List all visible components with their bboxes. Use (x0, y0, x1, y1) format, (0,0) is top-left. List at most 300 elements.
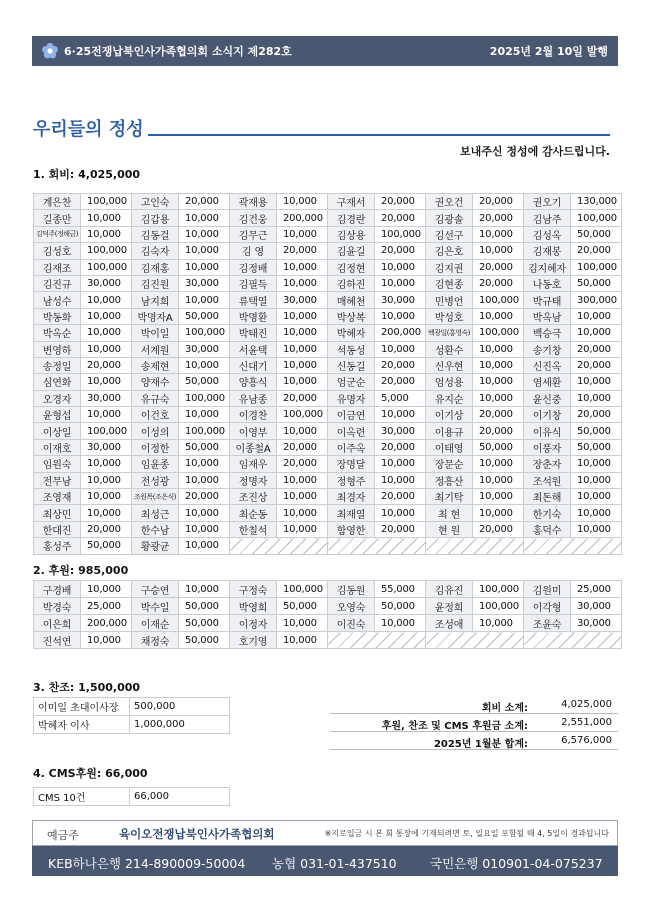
donor-name: 유명자 (328, 390, 375, 406)
empty-cell (524, 632, 622, 649)
donor-name: 고인숙 (132, 194, 179, 210)
donor-name: 조진상 (230, 489, 277, 505)
table-row (34, 390, 622, 406)
donor-amount: 20,000 (571, 243, 622, 259)
table-row (34, 615, 622, 632)
donor-amount: 50,000 (179, 598, 230, 615)
donor-amount: 50,000 (81, 538, 132, 554)
donor-amount: 50,000 (571, 275, 622, 291)
donor-name: 김정현 (328, 259, 375, 275)
donor-name: 양재수 (132, 374, 179, 390)
summary-row (330, 732, 618, 750)
donor-name: 장문순 (426, 456, 473, 472)
donor-name: 심연화 (34, 374, 81, 390)
summary-label: 회비 소계: (481, 703, 528, 714)
donor-name: 김동원 (328, 581, 375, 598)
donor-amount: 10,000 (473, 243, 524, 259)
donor-amount: 30,000 (571, 615, 622, 632)
donor-name: 김현종 (426, 275, 473, 291)
account-holder-label: 예금주 (47, 829, 79, 842)
donor-name: 조석원 (524, 472, 571, 488)
donor-name: 이정자 (230, 615, 277, 632)
donor-name: 신동길 (328, 357, 375, 373)
summary-row (330, 714, 618, 732)
donor-amount: 20,000 (473, 521, 524, 537)
membership-heading: 1. 회비: 4,025,000 (33, 168, 141, 181)
donor-name: 최돈해 (524, 489, 571, 505)
sponsorship-table (33, 580, 622, 649)
donor-amount: 10,000 (81, 292, 132, 308)
section-title: 우리들의 정성 (33, 119, 144, 140)
donor-amount: 10,000 (179, 226, 230, 242)
donor-name: 서윤택 (230, 341, 277, 357)
donor-amount: 10,000 (375, 259, 426, 275)
donor-name: 이성의 (132, 423, 179, 439)
donor-name: 매혜천 (328, 292, 375, 308)
donor-name: 김선구 (426, 226, 473, 242)
summary-value: 2,551,000 (561, 717, 612, 728)
empty-cell (426, 538, 524, 554)
donor-amount: 10,000 (375, 505, 426, 521)
donor-amount: 100,000 (473, 292, 524, 308)
empty-cell (328, 632, 426, 649)
donor-amount: 10,000 (179, 472, 230, 488)
donor-amount: 10,000 (277, 505, 328, 521)
donor-name: 김남주 (524, 210, 571, 226)
donor-amount: 10,000 (571, 325, 622, 341)
donor-name: 이상일 (34, 423, 81, 439)
donor-name: 구재서 (328, 194, 375, 210)
bank-account: 국민은행 010901-04-075237 (430, 856, 603, 871)
donor-name: 양흥식 (230, 374, 277, 390)
table-row (34, 489, 622, 505)
table-row (34, 505, 622, 521)
donor-name: 서계원 (132, 341, 179, 357)
table-row (34, 716, 230, 734)
donor-name: 조원목(조은식) (132, 489, 179, 505)
donor-amount: 10,000 (375, 472, 426, 488)
empty-cell (524, 538, 622, 554)
table-row (34, 423, 622, 439)
donor-amount: 10,000 (179, 538, 230, 554)
donor-amount: 10,000 (571, 308, 622, 324)
donor-amount: 10,000 (81, 632, 132, 649)
donor-amount: 10,000 (571, 489, 622, 505)
donor-amount: 10,000 (375, 407, 426, 423)
table-row (34, 341, 622, 357)
donor-amount: 20,000 (81, 357, 132, 373)
donor-name: 박규태 (524, 292, 571, 308)
donor-amount: 55,000 (375, 581, 426, 598)
summary-box (330, 696, 618, 750)
donor-name: 홍덕수 (524, 521, 571, 537)
donor-amount: 20,000 (375, 521, 426, 537)
table-row (34, 259, 622, 275)
donor-name: 진석연 (34, 632, 81, 649)
donor-name: 이은희 (34, 615, 81, 632)
donor-name: 김진원 (132, 275, 179, 291)
donor-name: 신대기 (230, 357, 277, 373)
donor-amount: 10,000 (277, 632, 328, 649)
donor-amount: 10,000 (277, 357, 328, 373)
donor-name: 성환수 (426, 341, 473, 357)
contributor-name: CMS 10건 (34, 788, 130, 806)
summary-row (330, 696, 618, 714)
donor-name: 류택열 (230, 292, 277, 308)
donor-name: 김윤길 (328, 243, 375, 259)
empty-cell (426, 632, 524, 649)
donor-amount: 100,000 (375, 226, 426, 242)
donor-name: 박명환 (230, 308, 277, 324)
summary-label: 후원, 찬조 및 CMS 후원금 소계: (381, 721, 528, 732)
donor-amount: 20,000 (375, 439, 426, 455)
donor-amount: 10,000 (277, 308, 328, 324)
donor-name: 김정배 (230, 259, 277, 275)
donor-name: 이용규 (426, 423, 473, 439)
table-row (34, 581, 622, 598)
donor-amount: 25,000 (81, 598, 132, 615)
donor-name: 이옥련 (328, 423, 375, 439)
donor-amount: 20,000 (473, 407, 524, 423)
donor-name: 석동성 (328, 341, 375, 357)
donor-amount: 10,000 (277, 259, 328, 275)
donor-name: 나동호 (524, 275, 571, 291)
donor-amount: 300,000 (571, 292, 622, 308)
donor-name: 오경자 (34, 390, 81, 406)
donor-amount: 10,000 (571, 472, 622, 488)
donor-name: 박수일 (132, 598, 179, 615)
donor-name: 김재홍 (132, 259, 179, 275)
table-row (34, 698, 230, 716)
newsletter-title: 6·25전쟁납북인사가족협의회 소식지 제282호 (64, 45, 292, 58)
donor-amount: 20,000 (375, 194, 426, 210)
thanks-note: 보내주신 정성에 감사드립니다. (460, 145, 610, 158)
donor-name: 한기숙 (524, 505, 571, 521)
donor-amount: 10,000 (571, 390, 622, 406)
donor-name: 박명자A (132, 308, 179, 324)
donor-name: 함영한 (328, 521, 375, 537)
donor-name: 한수남 (132, 521, 179, 537)
donor-name: 정흥산 (426, 472, 473, 488)
donor-name: 최성근 (132, 505, 179, 521)
donor-amount: 20,000 (473, 275, 524, 291)
donor-name: 최경자 (328, 489, 375, 505)
donor-name: 김유진 (426, 581, 473, 598)
donor-amount: 25,000 (571, 581, 622, 598)
table-row (34, 374, 622, 390)
donor-name: 최재열 (328, 505, 375, 521)
donor-amount: 10,000 (81, 374, 132, 390)
donor-name: 김진규 (34, 275, 81, 291)
donor-amount: 10,000 (179, 456, 230, 472)
donor-amount: 100,000 (81, 259, 132, 275)
title-rule (148, 134, 610, 136)
contributor-amount: 500,000 (130, 698, 230, 716)
donor-name: 김재봉 (524, 243, 571, 259)
donor-name: 김필득 (230, 275, 277, 291)
donor-name: 정형주 (328, 472, 375, 488)
table-row (34, 598, 622, 615)
table-row (34, 456, 622, 472)
donor-name: 윤신중 (524, 390, 571, 406)
table-row (34, 243, 622, 259)
donor-name: 전무남 (34, 472, 81, 488)
donor-amount: 30,000 (375, 292, 426, 308)
bank-account: KEB하나은행 214-890009-50004 (48, 856, 246, 871)
donor-amount: 10,000 (81, 472, 132, 488)
donor-name: 백승극 (524, 325, 571, 341)
donor-amount: 10,000 (375, 275, 426, 291)
donor-amount: 20,000 (375, 210, 426, 226)
donor-amount: 10,000 (81, 341, 132, 357)
donor-name: 길종만 (34, 210, 81, 226)
donor-amount: 10,000 (179, 292, 230, 308)
donor-name: 박옥순 (34, 325, 81, 341)
donor-name: 박옥남 (524, 308, 571, 324)
donor-amount: 100,000 (179, 423, 230, 439)
donor-name: 임재우 (230, 456, 277, 472)
donor-name: 최상민 (34, 505, 81, 521)
donor-amount: 100,000 (277, 581, 328, 598)
donor-amount: 100,000 (179, 325, 230, 341)
donor-name: 이각형 (524, 598, 571, 615)
table-row (34, 407, 622, 423)
donor-amount: 30,000 (179, 341, 230, 357)
donor-amount: 100,000 (179, 390, 230, 406)
donor-amount: 10,000 (473, 505, 524, 521)
donor-amount: 10,000 (277, 194, 328, 210)
donor-name: 김광솔 (426, 210, 473, 226)
donor-name: 유규숙 (132, 390, 179, 406)
donor-name: 박혜자 (328, 325, 375, 341)
donor-name: 엄군순 (328, 374, 375, 390)
table-row (34, 632, 622, 649)
donor-name: 김건웅 (230, 210, 277, 226)
donor-amount: 5,000 (375, 390, 426, 406)
empty-cell (328, 538, 426, 554)
donor-amount: 10,000 (81, 325, 132, 341)
donor-amount: 100,000 (277, 407, 328, 423)
donor-name: 유남종 (230, 390, 277, 406)
support-heading: 3. 찬조: 1,500,000 (33, 681, 141, 694)
donor-amount: 30,000 (81, 439, 132, 455)
donor-amount: 10,000 (473, 615, 524, 632)
donor-amount: 10,000 (179, 357, 230, 373)
donor-name: 최 현 (426, 505, 473, 521)
donor-amount: 50,000 (179, 615, 230, 632)
donor-amount: 50,000 (179, 632, 230, 649)
donor-amount: 10,000 (571, 505, 622, 521)
donor-amount: 100,000 (81, 243, 132, 259)
donor-name: 남지희 (132, 292, 179, 308)
donor-name: 김재조 (34, 259, 81, 275)
donor-amount: 10,000 (179, 407, 230, 423)
contributor-name: 박혜자 이사 (34, 716, 130, 734)
donor-amount: 10,000 (277, 325, 328, 341)
giro-note: ※지로입금 시 본 회 통장에 기재되려면 토, 일요일 포함될 때 4, 5일이 경과됩니다 (324, 829, 609, 838)
donor-amount: 10,000 (277, 615, 328, 632)
donor-name: 김지혜자 (524, 259, 571, 275)
donor-name: 박성호 (426, 308, 473, 324)
donor-amount: 50,000 (179, 374, 230, 390)
donor-amount: 20,000 (375, 489, 426, 505)
donor-amount: 20,000 (277, 243, 328, 259)
donor-name: 김무근 (230, 226, 277, 242)
donor-amount: 10,000 (375, 615, 426, 632)
donor-amount: 100,000 (571, 210, 622, 226)
donor-amount: 30,000 (179, 275, 230, 291)
donor-name: 이금연 (328, 407, 375, 423)
donor-amount: 10,000 (179, 505, 230, 521)
donor-amount: 20,000 (375, 243, 426, 259)
donor-name: 조영재 (34, 489, 81, 505)
donor-name: 채정숙 (132, 632, 179, 649)
contributor-amount: 66,000 (130, 788, 230, 806)
donor-amount: 20,000 (277, 439, 328, 455)
donor-amount: 100,000 (571, 259, 622, 275)
donor-name: 박영희 (230, 598, 277, 615)
donor-amount: 10,000 (81, 308, 132, 324)
donor-amount: 20,000 (571, 407, 622, 423)
donor-name: 이재호 (34, 439, 81, 455)
donor-name: 이유식 (524, 423, 571, 439)
cms-table (33, 787, 230, 806)
donor-amount: 10,000 (473, 308, 524, 324)
donor-amount: 10,000 (277, 275, 328, 291)
donor-amount: 30,000 (81, 390, 132, 406)
donor-name: 전성광 (132, 472, 179, 488)
donor-name: 호기영 (230, 632, 277, 649)
donor-amount: 10,000 (81, 226, 132, 242)
donor-amount: 50,000 (277, 598, 328, 615)
donor-name: 이정한 (132, 439, 179, 455)
donor-name: 한칠석 (230, 521, 277, 537)
donor-name: 유지순 (426, 390, 473, 406)
donor-name: 김원미 (524, 581, 571, 598)
donor-amount: 10,000 (277, 374, 328, 390)
donor-name: 변영하 (34, 341, 81, 357)
account-holder-name: 육이오전쟁납북인사가족협의회 (119, 827, 275, 841)
donor-amount: 10,000 (375, 308, 426, 324)
donor-amount: 10,000 (473, 489, 524, 505)
donor-name: 홍성주 (34, 538, 81, 554)
donor-name: 김덕주(정해금) (34, 226, 81, 242)
donor-amount: 10,000 (277, 521, 328, 537)
donor-name: 염세환 (524, 374, 571, 390)
donor-amount: 50,000 (571, 423, 622, 439)
donor-amount: 10,000 (473, 226, 524, 242)
donor-name: 김하진 (328, 275, 375, 291)
donor-amount: 10,000 (81, 407, 132, 423)
donor-amount: 50,000 (571, 439, 622, 455)
donor-amount: 10,000 (277, 226, 328, 242)
donor-amount: 50,000 (571, 226, 622, 242)
support-table (33, 697, 230, 734)
donor-name: 권오건 (426, 194, 473, 210)
donor-amount: 50,000 (375, 598, 426, 615)
donor-amount: 10,000 (473, 472, 524, 488)
donor-amount: 10,000 (375, 456, 426, 472)
summary-value: 6,576,000 (561, 735, 612, 746)
donor-name: 김경란 (328, 210, 375, 226)
donor-amount: 130,000 (571, 194, 622, 210)
donor-amount: 20,000 (277, 390, 328, 406)
donor-amount: 10,000 (473, 357, 524, 373)
donor-name: 계은찬 (34, 194, 81, 210)
donor-amount: 20,000 (571, 341, 622, 357)
donor-amount: 50,000 (473, 439, 524, 455)
donor-name: 박경숙 (34, 598, 81, 615)
donor-amount: 100,000 (81, 423, 132, 439)
donor-amount: 10,000 (571, 456, 622, 472)
donor-amount: 20,000 (473, 194, 524, 210)
donor-name: 임윤종 (132, 456, 179, 472)
issue-date: 2025년 2월 10일 발행 (489, 45, 608, 58)
donor-amount: 10,000 (179, 581, 230, 598)
donor-amount: 10,000 (81, 456, 132, 472)
donor-name: 구승연 (132, 581, 179, 598)
donor-name: 송기창 (524, 341, 571, 357)
donor-name: 이종철A (230, 439, 277, 455)
cms-heading: 4. CMS후원: 66,000 (33, 767, 148, 780)
donor-name: 구경배 (34, 581, 81, 598)
donor-name: 신진옥 (524, 357, 571, 373)
donor-name: 백광일(홍영숙) (426, 325, 473, 341)
donor-amount: 50,000 (179, 308, 230, 324)
donor-name: 윤형섭 (34, 407, 81, 423)
donor-amount: 30,000 (277, 292, 328, 308)
donor-name: 김갑용 (132, 210, 179, 226)
donor-name: 황광균 (132, 538, 179, 554)
donor-name: 윤정희 (426, 598, 473, 615)
donor-amount: 100,000 (81, 194, 132, 210)
donor-amount: 20,000 (473, 210, 524, 226)
donor-name: 임원숙 (34, 456, 81, 472)
donor-name: 권오기 (524, 194, 571, 210)
donor-amount: 30,000 (571, 598, 622, 615)
donor-name: 조성애 (426, 615, 473, 632)
donor-amount: 10,000 (277, 472, 328, 488)
donor-amount: 10,000 (473, 374, 524, 390)
donor-name: 김숙자 (132, 243, 179, 259)
bank-info (32, 820, 618, 846)
donor-name: 김동걸 (132, 226, 179, 242)
table-row (34, 292, 622, 308)
donor-name: 오영숙 (328, 598, 375, 615)
table-row (34, 325, 622, 341)
donor-name: 장춘자 (524, 456, 571, 472)
donor-amount: 20,000 (473, 259, 524, 275)
donor-name: 김 영 (230, 243, 277, 259)
donor-name: 최순동 (230, 505, 277, 521)
donor-amount: 10,000 (277, 423, 328, 439)
donor-name: 이기창 (524, 407, 571, 423)
donor-name: 송제현 (132, 357, 179, 373)
donor-name: 장명달 (328, 456, 375, 472)
donor-name: 곽재용 (230, 194, 277, 210)
donor-amount: 10,000 (473, 341, 524, 357)
donor-name: 구정숙 (230, 581, 277, 598)
donor-amount: 10,000 (179, 521, 230, 537)
table-row (34, 357, 622, 373)
donor-name: 최기탁 (426, 489, 473, 505)
donor-amount: 10,000 (473, 390, 524, 406)
donor-amount: 50,000 (179, 439, 230, 455)
donor-name: 김지권 (426, 259, 473, 275)
donor-name: 이진숙 (328, 615, 375, 632)
donor-name: 엄성용 (426, 374, 473, 390)
donor-name: 이건호 (132, 407, 179, 423)
